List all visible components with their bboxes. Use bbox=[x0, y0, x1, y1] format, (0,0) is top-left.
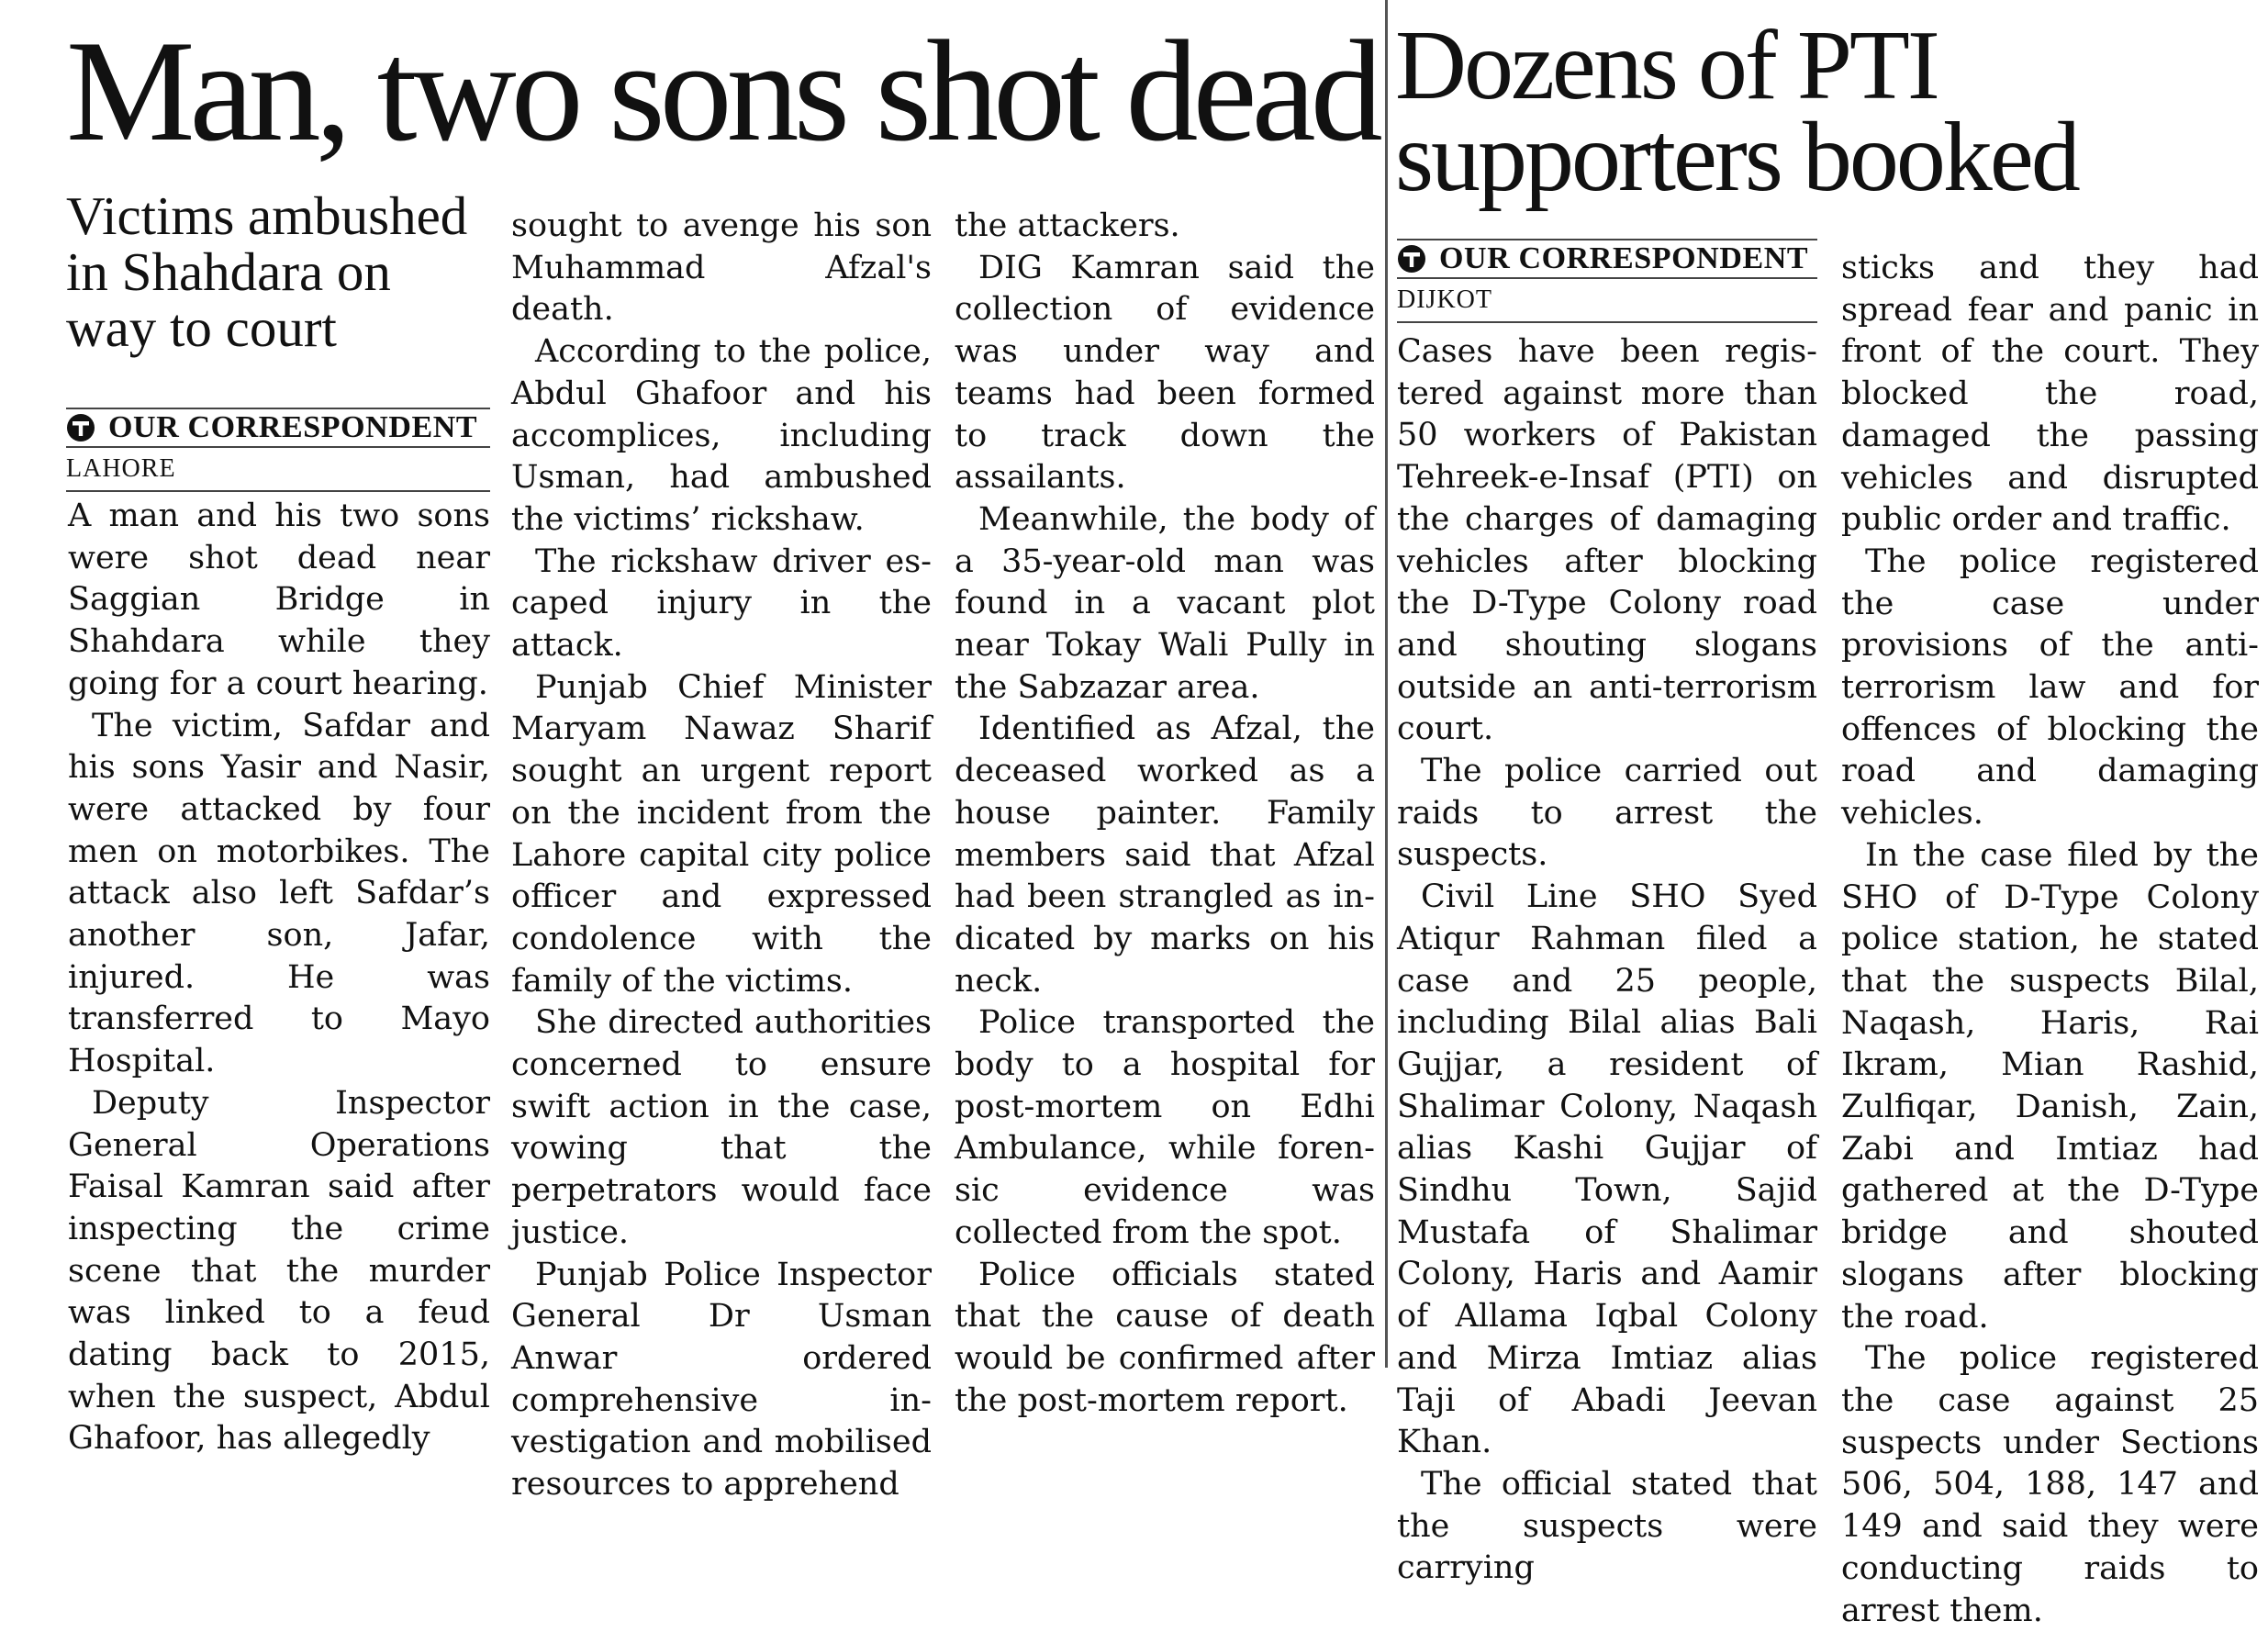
right-story-column-1 bbox=[1397, 331, 1817, 1590]
column-divider bbox=[1385, 0, 1388, 1368]
paragraph: The victim, Safdar and his sons Yasir and Nasir, were attacked by four men on motorbikes. The attack also left Safdar’s another son, Jafar, injured. He was transferred to Mayo Hospital. bbox=[68, 707, 490, 1080]
paragraph-continued: sought to avenge his son Muhammad Afzal's death. bbox=[511, 207, 932, 329]
paragraph: Punjab Chief Minister Maryam Nawaz Sharif sought an urgent report on the incident from the Lahore capital city police officer and expressed condolence with the family of the victims. bbox=[511, 668, 932, 1000]
paragraph: Cases have been registered against more than 50 workers of Pakistan Tehreek-e-Insaf (PTI) on the charges of damaging vehicles after blocking the D-Type Colony road and shouting slogans outside an anti-terrorism court. bbox=[1397, 333, 1817, 748]
paragraph: The police carried out raids to arrest the suspects. bbox=[1397, 753, 1817, 874]
tribune-logo-icon bbox=[1397, 244, 1426, 274]
paragraph: She directed authorities concerned to ensure swift action in the case, vowing that the perpetrators would face justice. bbox=[511, 1004, 932, 1251]
paragraph: Police transported the body to a hospital for post-mortem on Edhi Ambulance, while forensic evidence was collected from the spot. bbox=[955, 1004, 1375, 1251]
paragraph: Civil Line SHO Syed Atiqur Rahman filed a case and 25 people, including Bilal alias Bali Gujjar, a resident of Shalimar Colony, Naqash alias Kashi Gujjar of Sindhu Town, Sajid Mustafa of Shalimar Colony, Haris and Aamir of Allama Iqbal Colony and Mirza Imtiaz alias Taji of Abadi Jeevan Khan. bbox=[1397, 878, 1817, 1461]
right-headline bbox=[1395, 11, 2078, 212]
paragraph: Meanwhile, the body of a 35-year-old man was found in a vacant plot near Tokay Wali Pully in the Sabzazar area. bbox=[955, 500, 1375, 706]
paragraph-continued: sticks and they had spread fear and panic in front of the court. They blocked the road, damaged the passing vehicles and disrupted public order and traffic. bbox=[1841, 250, 2259, 539]
left-headline: Man, two sons shot dead bbox=[66, 11, 1378, 172]
right-headline-line1: Dozens of PTI bbox=[1395, 11, 1938, 120]
byline-rule bbox=[66, 490, 490, 492]
dateline: LAHORE bbox=[66, 454, 176, 483]
paragraph: According to the police, Abdul Ghafoor and his accomplices, including Usman, had ambushed the victims’ rickshaw. bbox=[511, 333, 932, 538]
paragraph: The rickshaw driver escaped injury in the attack. bbox=[511, 542, 932, 665]
paragraph: Punjab Police Inspector General Dr Usman Anwar ordered comprehensive investigation and mobilised resources to apprehend bbox=[511, 1256, 932, 1503]
tribune-logo-icon bbox=[66, 413, 95, 442]
paragraph-continued: the attackers. bbox=[955, 207, 1180, 244]
paragraph: The official stated that the suspects were carrying bbox=[1397, 1465, 1817, 1587]
left-story-column-3 bbox=[955, 206, 1375, 1422]
paragraph: A man and his two sons were shot dead near Saggian Bridge in Shahdara while they going for a court hearing. bbox=[68, 497, 490, 702]
left-story-column-1 bbox=[68, 496, 490, 1460]
paragraph: The police registered the case under provisions of the anti-terrorism law and for offences of blocking the road and damaging vehicles. bbox=[1841, 542, 2259, 833]
paragraph: The police registered the case against 25 suspects under Sections 506, 504, 188, 147 and 149 and said they were conducting raids to arrest them. bbox=[1841, 1340, 2259, 1629]
byline bbox=[1397, 240, 1817, 277]
right-story-column-2 bbox=[1841, 248, 2259, 1632]
left-subhead: Victims ambushed in Shahdara on way to court bbox=[66, 185, 468, 358]
left-story-column-2 bbox=[511, 206, 932, 1506]
left-byline-block bbox=[66, 408, 490, 492]
byline bbox=[66, 409, 490, 446]
byline-text: OUR CORRESPONDENT bbox=[1439, 241, 1809, 275]
paragraph: Police officials stated that the cause of death would be confirmed after the post-mortem report. bbox=[955, 1256, 1375, 1419]
byline-text: OUR CORRESPONDENT bbox=[108, 410, 478, 444]
paragraph: Identified as Afzal, the deceased worked as a house painter. Family members said that Afzal had been strangled as indicated by marks on his neck. bbox=[955, 710, 1375, 1000]
right-byline-block bbox=[1397, 239, 1817, 323]
right-headline-line2: supporters booked bbox=[1395, 103, 2078, 212]
dateline: DIJKOT bbox=[1397, 285, 1492, 314]
paragraph: DIG Kamran said the collection of evidence was under way and teams had been formed to track down the assailants. bbox=[955, 249, 1375, 497]
paragraph: In the case filed by the SHO of D-Type Colony police station, he stated that the suspects Bilal, Naqash, Haris, Rai Ikram, Mian Rashid, Zulfiqar, Danish, Zain, Zabi and Imtiaz had gathered at the D-Type bridge and shouted slogans after blocking the road. bbox=[1841, 836, 2259, 1336]
byline-rule bbox=[1397, 321, 1817, 323]
paragraph: Deputy Inspector General Operations Faisal Kamran said after inspecting the crime scene that the murder was linked to a feud dating back to 2015, when the suspect, Abdul Ghafoor, has allegedly bbox=[68, 1084, 490, 1458]
